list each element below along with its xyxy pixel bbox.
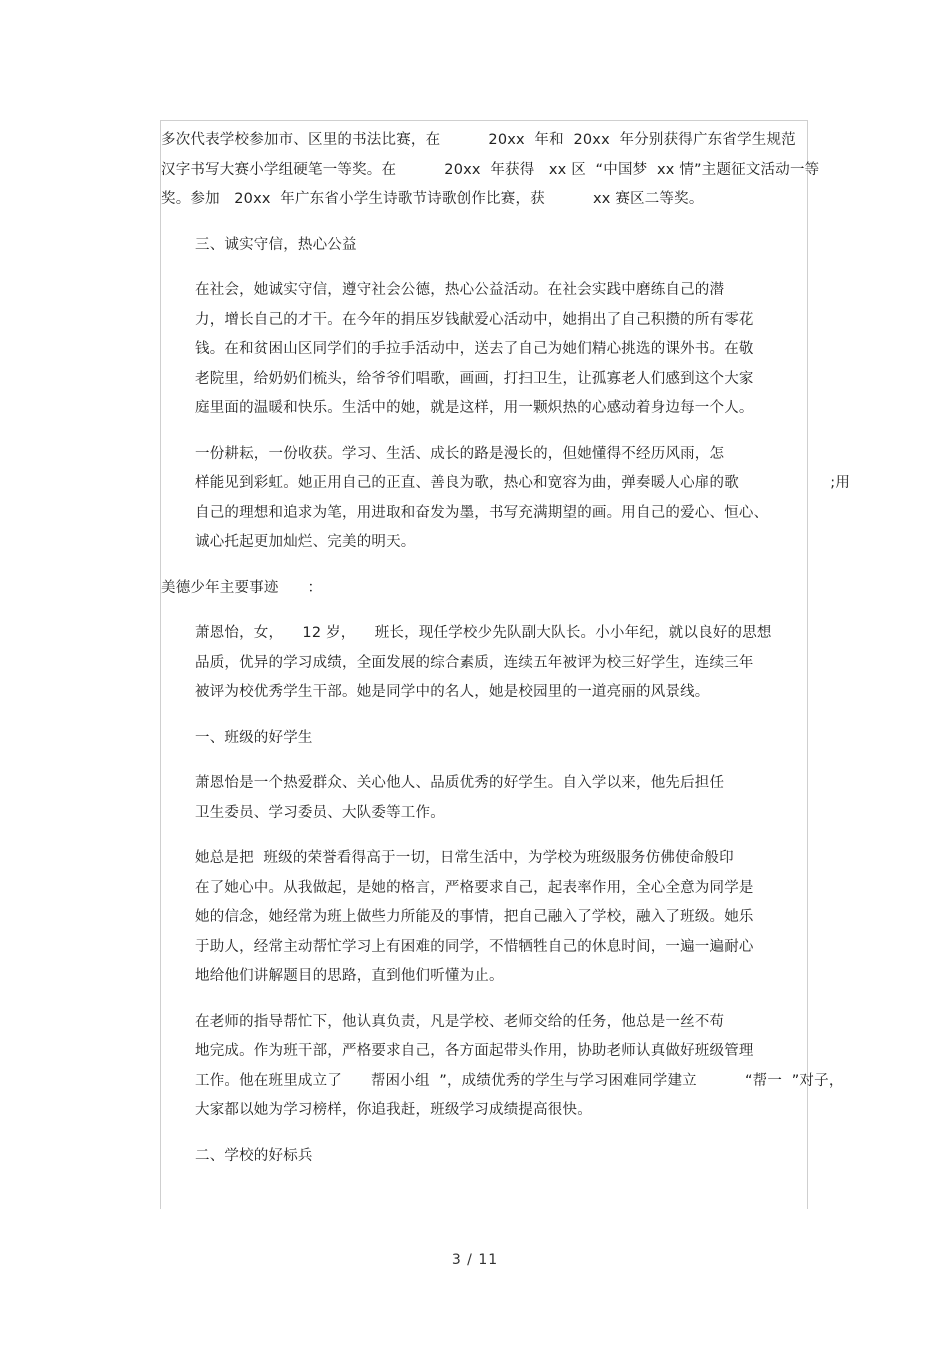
text-line: 钱。在和贫困山区同学们的手拉手活动中，送去了自己为她们精心挑选的课外书。在敬	[195, 341, 754, 357]
text-line: 二、学校的好标兵	[195, 1147, 313, 1164]
text-line: 汉字书写大赛小学组硬笔一等奖。在 20xx 年获得 xx 区 “中国梦 xx 情”主题征文活动一等	[161, 161, 820, 178]
text-line: 被评为校优秀学生干部。她是同学中的名人，她是校园里的一道亮丽的风景线。	[195, 684, 710, 700]
page-number: 3 / 11	[451, 1252, 499, 1268]
text-line: 在老师的指导帮忙下，他认真负责，凡是学校、老师交给的任务，他总是一丝不苟	[195, 1013, 725, 1030]
paragraph-gap	[161, 558, 801, 574]
paragraph	[161, 276, 801, 424]
paragraph-gap	[161, 424, 801, 440]
text-line: 卫生委员、学习委员、大队委等工作。	[195, 804, 445, 821]
paragraph	[161, 844, 801, 992]
text-line: 自己的理想和追求为笔，用进取和奋发为墨，书写充满期望的画。用自己的爱心、恒心、	[195, 504, 769, 521]
paragraph	[161, 231, 801, 261]
paragraph-gap	[161, 603, 801, 619]
text-line: 工作。他在班里成立了 帮困小组 ”，成绩优秀的学生与学习困难同学建立 “帮一 ”对子，	[195, 1072, 844, 1089]
paragraph	[161, 126, 820, 215]
text-line: 品质，优异的学习成绩，全面发展的综合素质，连续五年被评为校三好学生，连续三年	[195, 654, 754, 671]
paragraph-gap	[161, 1126, 801, 1142]
text-line: 在社会，她诚实守信，遵守社会公德，热心公益活动。在社会实践中磨练自己的潜	[195, 282, 725, 298]
text-line: 在了她心中。从我做起，是她的格言，严格要求自己，起表率作用，全心全意为同学是	[195, 879, 754, 896]
text-line: 她的信念，她经常为班上做些力所能及的事情，把自己融入了学校，融入了班级。她乐	[195, 909, 754, 925]
paragraph	[161, 1142, 801, 1172]
text-line: 地完成。作为班干部，严格要求自己，各方面起带头作用，协助老师认真做好班级管理	[195, 1043, 754, 1059]
text-line: 老院里，给奶奶们梳头，给爷爷们唱歌，画画，打扫卫生，让孤寡老人们感到这个大家	[195, 370, 754, 387]
paragraph	[161, 574, 801, 604]
text-line: 三、诚实守信，热心公益	[195, 236, 357, 253]
paragraph	[161, 440, 851, 558]
paragraph	[161, 769, 801, 828]
paragraph-gap	[161, 708, 801, 724]
paragraph	[161, 1008, 844, 1126]
paragraph-gap	[161, 260, 801, 276]
text-line: 大家都以她为学习榜样，你追我赶，班级学习成绩提高很快。	[195, 1102, 592, 1118]
paragraph-gap	[161, 992, 801, 1008]
text-line: 萧恩怡是一个热爱群众、关心他人、品质优秀的好学生。自入学以来，他先后担任	[195, 775, 725, 791]
text-line: 诚心托起更加灿烂、完美的明天。	[195, 534, 416, 550]
text-line: 力，增长自己的才干。在今年的捐压岁钱献爱心活动中，她捐出了自己积攒的所有零花	[195, 311, 754, 328]
paragraph-gap	[161, 828, 801, 844]
text-line: 一份耕耘，一份收获。学习、生活、成长的路是漫长的，但她懂得不经历风雨，怎	[195, 445, 725, 462]
text-line: 一、班级的好学生	[195, 729, 313, 746]
text-line: 地给他们讲解题目的思路，直到他们听懂为止。	[195, 968, 504, 984]
paragraph-gap	[161, 215, 801, 231]
text-line: 萧恩怡，女， 12 岁， 班长，现任学校少先队副大队长。小小年纪，就以良好的思想	[195, 625, 772, 641]
text-line: 多次代表学校参加市、区里的书法比赛，在 20xx 年和 20xx 年分别获得广东省学生规范	[161, 132, 796, 148]
text-line: 美德少年主要事迹 ：	[161, 579, 323, 596]
text-line: 奖。参加 20xx 年广东省小学生诗歌节诗歌创作比赛，获 xx 赛区二等奖。	[161, 191, 704, 207]
paragraph-gap	[161, 753, 801, 769]
text-line: 庭里面的温暖和快乐。生活中的她，就是这样，用一颗炽热的心感动着身边每一个人。	[195, 400, 754, 416]
document-body	[161, 126, 851, 1171]
text-line: 于助人，经常主动帮忙学习上有困难的同学，不惜牺牲自己的休息时间，一遍一遍耐心	[195, 938, 754, 955]
paragraph	[161, 724, 801, 754]
paragraph	[161, 619, 801, 708]
text-line: 样能见到彩虹。她正用自己的正直、善良为歌，热心和宽容为曲，弹奏暖人心扉的歌 ;用	[195, 475, 851, 491]
text-line: 她总是把 班级的荣誉看得高于一切，日常生活中，为学校为班级服务仿佛使命般印	[195, 850, 734, 866]
